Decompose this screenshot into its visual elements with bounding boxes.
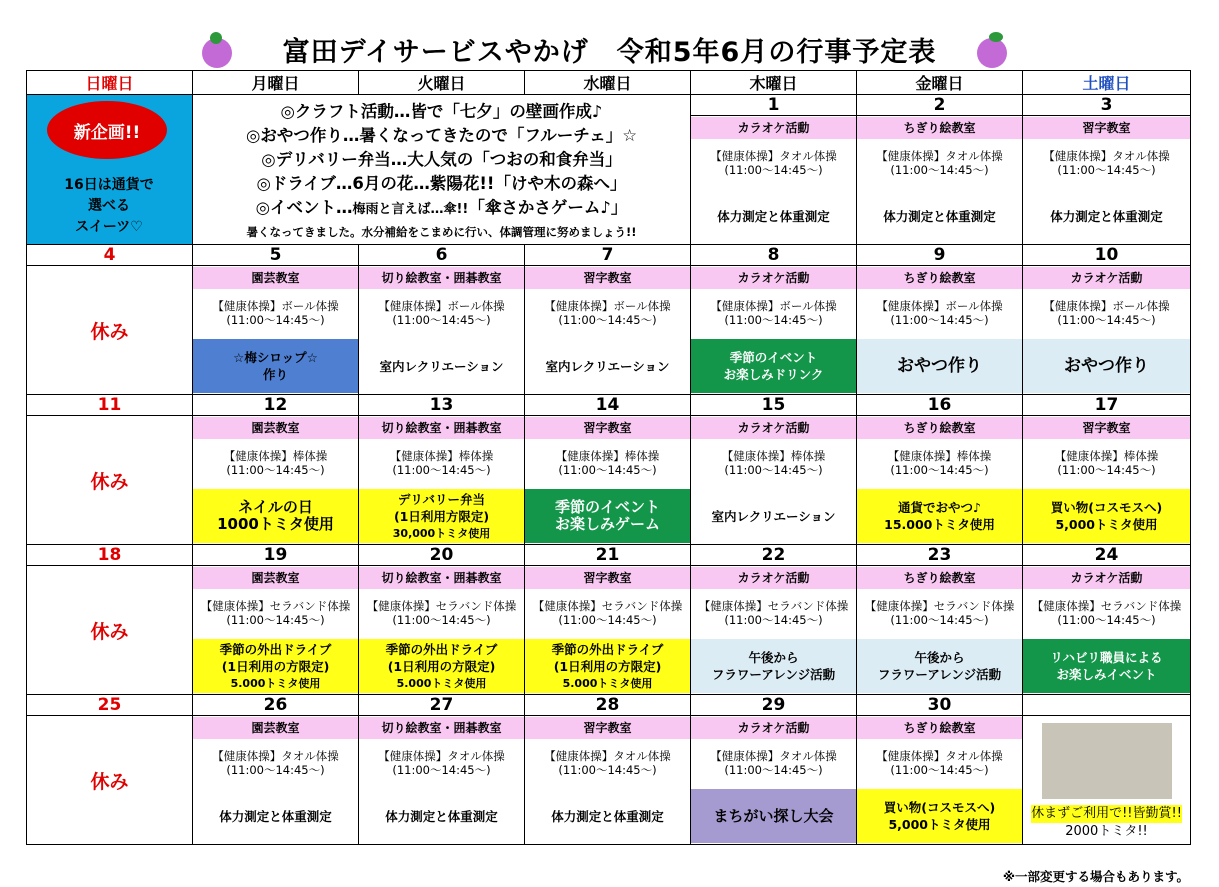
monthly-highlights bbox=[193, 95, 691, 245]
event-line: まちがい探し大会 bbox=[713, 806, 834, 825]
event-line: デリバリー弁当 bbox=[397, 491, 486, 507]
day-cell bbox=[193, 566, 359, 695]
event-label bbox=[691, 789, 856, 843]
exercise-name: 【健康体操】タオル体操 bbox=[710, 749, 837, 763]
event-label bbox=[525, 339, 690, 393]
day-cell bbox=[193, 716, 359, 845]
day-cell bbox=[1023, 416, 1191, 545]
day-cell bbox=[857, 416, 1023, 545]
exercise-time: (11:00～14:45～) bbox=[890, 613, 989, 627]
exercise-info bbox=[1023, 439, 1190, 489]
date-number: 25 bbox=[27, 695, 193, 716]
event-line: 季節のイベント bbox=[729, 350, 818, 365]
event-line: ☆梅シロップ☆ bbox=[233, 350, 318, 365]
event-label bbox=[359, 489, 524, 543]
day-cell bbox=[691, 716, 857, 845]
event-line: お楽しみゲーム bbox=[554, 515, 660, 533]
event-line: ネイルの日 bbox=[238, 498, 313, 516]
exercise-name: 【健康体操】タオル体操 bbox=[876, 149, 1003, 163]
date-number: 8 bbox=[691, 245, 857, 266]
exercise-info bbox=[1023, 139, 1190, 189]
week-row bbox=[27, 716, 1191, 845]
date-number: 27 bbox=[359, 695, 525, 716]
date-number bbox=[1023, 695, 1191, 716]
event-label bbox=[857, 789, 1022, 843]
page-title: 富田デイサービスやかげ 令和5年6月の行事予定表 bbox=[282, 37, 937, 68]
event-line: (1日利用の方限定) bbox=[387, 658, 496, 674]
event-line: お楽しみイベント bbox=[1056, 667, 1157, 682]
highlight-part: 梅雨と言えば…傘!! bbox=[352, 201, 469, 217]
day-cell bbox=[691, 116, 857, 245]
exercise-time: (11:00～14:45～) bbox=[724, 763, 823, 777]
date-number: 12 bbox=[193, 395, 359, 416]
weekday-sat: 土曜日 bbox=[1023, 71, 1191, 95]
exercise-time: (11:00～14:45～) bbox=[724, 613, 823, 627]
exercise-info bbox=[525, 439, 690, 489]
exercise-name: 【健康体操】ボール体操 bbox=[1043, 299, 1170, 313]
class-label: ちぎり絵教室 bbox=[857, 117, 1022, 139]
date-row bbox=[27, 95, 1191, 116]
date-number: 19 bbox=[193, 545, 359, 566]
class-label: 園芸教室 bbox=[193, 417, 358, 439]
date-number: 3 bbox=[1023, 95, 1191, 116]
exercise-time: (11:00～14:45～) bbox=[1057, 613, 1156, 627]
class-label: 習字教室 bbox=[525, 567, 690, 589]
day-cell bbox=[857, 566, 1023, 695]
exercise-name: 【健康体操】タオル体操 bbox=[378, 749, 505, 763]
exercise-info bbox=[857, 739, 1022, 789]
day-cell bbox=[1023, 116, 1191, 245]
event-label bbox=[525, 489, 690, 543]
event-label bbox=[193, 339, 358, 393]
date-number: 15 bbox=[691, 395, 857, 416]
event-line: 買い物(コスモスへ) bbox=[883, 800, 996, 815]
highlight-part: 「傘さかさゲーム♪」 bbox=[468, 197, 628, 217]
event-label bbox=[1023, 639, 1190, 693]
week-row bbox=[27, 566, 1191, 695]
exercise-info bbox=[359, 289, 524, 339]
date-number: 26 bbox=[193, 695, 359, 716]
date-number: 14 bbox=[525, 395, 691, 416]
week-row bbox=[27, 266, 1191, 395]
event-label bbox=[525, 639, 690, 693]
exercise-info bbox=[525, 289, 690, 339]
footnote: ※一部変更する場合もあります。 bbox=[1002, 869, 1189, 884]
event-label bbox=[193, 639, 358, 693]
event-line: (1日利用の方限定) bbox=[221, 658, 330, 674]
event-line: 体力測定と体重測定 bbox=[385, 808, 498, 824]
calendar-table bbox=[26, 70, 1191, 845]
exercise-time: (11:00～14:45～) bbox=[724, 313, 823, 327]
exercise-info bbox=[691, 739, 856, 789]
date-number: 17 bbox=[1023, 395, 1191, 416]
date-number: 2 bbox=[857, 95, 1023, 116]
date-number: 30 bbox=[857, 695, 1023, 716]
event-line: 15.000トミタ使用 bbox=[884, 517, 995, 532]
exercise-time: (11:00～14:45～) bbox=[392, 313, 491, 327]
attendance-prize bbox=[1023, 716, 1191, 845]
event-label bbox=[691, 339, 856, 393]
day-cell bbox=[857, 266, 1023, 395]
event-line: 5,000トミタ使用 bbox=[888, 817, 991, 832]
day-cell bbox=[857, 116, 1023, 245]
event-label bbox=[193, 489, 358, 543]
class-label: 切り絵教室・囲碁教室 bbox=[359, 417, 524, 439]
class-label: 園芸教室 bbox=[193, 567, 358, 589]
date-number: 29 bbox=[691, 695, 857, 716]
exercise-info bbox=[857, 589, 1022, 639]
event-line: 季節のイベント bbox=[554, 498, 660, 516]
event-line: 1000トミタ使用 bbox=[217, 515, 334, 533]
event-line: 室内レクリエーション bbox=[545, 358, 670, 374]
exercise-info bbox=[193, 289, 358, 339]
exercise-name: 【健康体操】タオル体操 bbox=[1043, 149, 1170, 163]
date-number: 18 bbox=[27, 545, 193, 566]
exercise-time: (11:00～14:45～) bbox=[558, 463, 657, 477]
exercise-name: 【健康体操】タオル体操 bbox=[876, 749, 1003, 763]
event-line: 体力測定と体重測定 bbox=[551, 808, 664, 824]
exercise-name: 【健康体操】ボール体操 bbox=[212, 299, 339, 313]
prize-text bbox=[1023, 805, 1190, 841]
event-line: 体力測定と体重測定 bbox=[219, 808, 332, 824]
date-number: 20 bbox=[359, 545, 525, 566]
event-line: 季節の外出ドライブ bbox=[385, 641, 498, 657]
hydrangea-icon bbox=[975, 30, 1015, 70]
exercise-name: 【健康体操】タオル体操 bbox=[544, 749, 671, 763]
class-label: 習字教室 bbox=[1023, 117, 1190, 139]
day-cell bbox=[359, 566, 525, 695]
event-line: 午後から bbox=[748, 650, 799, 665]
class-label: ちぎり絵教室 bbox=[857, 717, 1022, 739]
date-number: 28 bbox=[525, 695, 691, 716]
day-cell bbox=[193, 266, 359, 395]
date-number: 22 bbox=[691, 545, 857, 566]
exercise-info bbox=[525, 589, 690, 639]
closed-day: 休み bbox=[27, 266, 193, 395]
class-label: ちぎり絵教室 bbox=[857, 567, 1022, 589]
day-cell bbox=[857, 716, 1023, 845]
event-label bbox=[359, 789, 524, 843]
event-line: 季節の外出ドライブ bbox=[219, 641, 332, 657]
event-line: 通貨でおやつ♪ bbox=[898, 500, 981, 515]
exercise-time: (11:00～14:45～) bbox=[890, 463, 989, 477]
notice-line: 16日は通貨で bbox=[64, 177, 154, 193]
notice-text bbox=[27, 175, 191, 238]
weekday-header bbox=[27, 71, 1191, 95]
class-label: 切り絵教室・囲碁教室 bbox=[359, 567, 524, 589]
event-line: 体力測定と体重測定 bbox=[883, 208, 996, 224]
exercise-info bbox=[691, 289, 856, 339]
exercise-time: (11:00～14:45～) bbox=[558, 313, 657, 327]
event-line: (1日利用方限定) bbox=[393, 508, 490, 524]
date-number: 23 bbox=[857, 545, 1023, 566]
exercise-name: 【健康体操】棒体操 bbox=[389, 449, 494, 463]
class-label: カラオケ活動 bbox=[1023, 567, 1190, 589]
event-line: 30,000トミタ使用 bbox=[392, 526, 491, 540]
exercise-info bbox=[193, 739, 358, 789]
exercise-name: 【健康体操】棒体操 bbox=[887, 449, 992, 463]
event-label bbox=[857, 339, 1022, 393]
exercise-time: (11:00～14:45～) bbox=[226, 613, 325, 627]
exercise-info bbox=[525, 739, 690, 789]
date-number: 10 bbox=[1023, 245, 1191, 266]
day-cell bbox=[691, 566, 857, 695]
exercise-time: (11:00～14:45～) bbox=[392, 613, 491, 627]
exercise-info bbox=[193, 439, 358, 489]
event-line: 体力測定と体重測定 bbox=[1050, 208, 1163, 224]
event-line: フラワーアレンジ活動 bbox=[877, 667, 1002, 682]
highlight-line: ◎クラフト活動…皆で「七夕」の壁画作成♪ bbox=[280, 101, 603, 121]
exercise-time: (11:00～14:45～) bbox=[1057, 313, 1156, 327]
day-cell bbox=[1023, 566, 1191, 695]
date-number: 1 bbox=[691, 95, 857, 116]
date-number: 4 bbox=[27, 245, 193, 266]
class-label: ちぎり絵教室 bbox=[857, 417, 1022, 439]
exercise-name: 【健康体操】セラバンド体操 bbox=[864, 599, 1015, 613]
highlight-part: ◎イベント… bbox=[255, 197, 353, 217]
exercise-time: (11:00～14:45～) bbox=[724, 463, 823, 477]
exercise-name: 【健康体操】棒体操 bbox=[223, 449, 328, 463]
exercise-info bbox=[359, 739, 524, 789]
event-label bbox=[857, 489, 1022, 543]
event-line: 5.000トミタ使用 bbox=[396, 676, 487, 690]
prize-voucher-image bbox=[1042, 723, 1172, 799]
event-line: お楽しみドリンク bbox=[723, 367, 824, 382]
event-label bbox=[1023, 489, 1190, 543]
exercise-name: 【健康体操】ボール体操 bbox=[710, 299, 837, 313]
weekday-thu: 木曜日 bbox=[691, 71, 857, 95]
event-line: (1日利用の方限定) bbox=[553, 658, 662, 674]
exercise-info bbox=[359, 439, 524, 489]
event-label bbox=[1023, 339, 1190, 393]
exercise-time: (11:00～14:45～) bbox=[558, 763, 657, 777]
prize-line: 休まずご利用で!! bbox=[1031, 806, 1133, 821]
day-cell bbox=[1023, 266, 1191, 395]
class-label: 切り絵教室・囲碁教室 bbox=[359, 267, 524, 289]
event-line: 5.000トミタ使用 bbox=[562, 676, 653, 690]
event-line: 午後から bbox=[914, 650, 965, 665]
date-number: 6 bbox=[359, 245, 525, 266]
exercise-info bbox=[857, 439, 1022, 489]
day-cell bbox=[359, 266, 525, 395]
exercise-time: (11:00～14:45～) bbox=[890, 763, 989, 777]
event-line: フラワーアレンジ活動 bbox=[711, 667, 836, 682]
class-label: 習字教室 bbox=[1023, 417, 1190, 439]
class-label: 切り絵教室・囲碁教室 bbox=[359, 717, 524, 739]
event-line: リハビリ職員による bbox=[1050, 650, 1163, 665]
event-label bbox=[525, 789, 690, 843]
date-row bbox=[27, 545, 1191, 566]
event-line: 作り bbox=[262, 367, 288, 382]
class-label: 園芸教室 bbox=[193, 717, 358, 739]
class-label: 習字教室 bbox=[525, 267, 690, 289]
day-cell bbox=[525, 716, 691, 845]
event-label bbox=[691, 189, 856, 243]
exercise-name: 【健康体操】棒体操 bbox=[555, 449, 660, 463]
exercise-name: 【健康体操】タオル体操 bbox=[212, 749, 339, 763]
week-row bbox=[27, 416, 1191, 545]
date-number: 9 bbox=[857, 245, 1023, 266]
exercise-info bbox=[359, 589, 524, 639]
exercise-name: 【健康体操】棒体操 bbox=[721, 449, 826, 463]
event-line: おやつ作り bbox=[897, 355, 982, 376]
exercise-time: (11:00～14:45～) bbox=[1057, 163, 1156, 177]
day-cell bbox=[525, 566, 691, 695]
closed-day: 休み bbox=[27, 566, 193, 695]
event-label bbox=[857, 639, 1022, 693]
event-line: 体力測定と体重測定 bbox=[717, 208, 830, 224]
date-number: 24 bbox=[1023, 545, 1191, 566]
class-label: 園芸教室 bbox=[193, 267, 358, 289]
class-label: カラオケ活動 bbox=[691, 267, 856, 289]
exercise-time: (11:00～14:45～) bbox=[558, 613, 657, 627]
event-label bbox=[1023, 189, 1190, 243]
new-plan-badge: 新企画!! bbox=[47, 101, 167, 159]
date-number: 11 bbox=[27, 395, 193, 416]
date-number: 5 bbox=[193, 245, 359, 266]
exercise-name: 【健康体操】ボール体操 bbox=[876, 299, 1003, 313]
exercise-name: 【健康体操】セラバンド体操 bbox=[200, 599, 351, 613]
exercise-name: 【健康体操】ボール体操 bbox=[544, 299, 671, 313]
date-number: 13 bbox=[359, 395, 525, 416]
exercise-name: 【健康体操】セラバンド体操 bbox=[366, 599, 517, 613]
class-label: 習字教室 bbox=[525, 417, 690, 439]
day-cell bbox=[525, 266, 691, 395]
exercise-name: 【健康体操】棒体操 bbox=[1054, 449, 1159, 463]
class-label: カラオケ活動 bbox=[691, 117, 856, 139]
event-label bbox=[359, 639, 524, 693]
exercise-time: (11:00～14:45～) bbox=[890, 313, 989, 327]
exercise-info bbox=[691, 439, 856, 489]
class-label: カラオケ活動 bbox=[691, 417, 856, 439]
day-cell bbox=[691, 266, 857, 395]
event-label bbox=[193, 789, 358, 843]
day-cell bbox=[193, 416, 359, 545]
exercise-time: (11:00～14:45～) bbox=[724, 163, 823, 177]
exercise-time: (11:00～14:45～) bbox=[226, 313, 325, 327]
day-cell bbox=[691, 416, 857, 545]
exercise-time: (11:00～14:45～) bbox=[226, 763, 325, 777]
highlight-line: ◎デリバリー弁当…大人気の「つおの和食弁当」 bbox=[261, 149, 622, 169]
weekday-wed: 水曜日 bbox=[525, 71, 691, 95]
exercise-info bbox=[193, 589, 358, 639]
date-row bbox=[27, 245, 1191, 266]
event-line: 室内レクリエーション bbox=[379, 358, 504, 374]
weekday-tue: 火曜日 bbox=[359, 71, 525, 95]
weekday-fri: 金曜日 bbox=[857, 71, 1023, 95]
hydrangea-icon bbox=[200, 30, 240, 70]
exercise-info bbox=[691, 589, 856, 639]
class-label: 習字教室 bbox=[525, 717, 690, 739]
day-cell bbox=[525, 416, 691, 545]
date-number: 7 bbox=[525, 245, 691, 266]
class-label: カラオケ活動 bbox=[691, 717, 856, 739]
date-number: 16 bbox=[857, 395, 1023, 416]
date-row bbox=[27, 395, 1191, 416]
exercise-name: 【健康体操】セラバンド体操 bbox=[1031, 599, 1182, 613]
highlight-line: ◎ドライブ…6月の花…紫陽花!!「けや木の森へ」 bbox=[256, 173, 627, 193]
date-number: 21 bbox=[525, 545, 691, 566]
event-label bbox=[691, 489, 856, 543]
exercise-info bbox=[1023, 589, 1190, 639]
class-label: ちぎり絵教室 bbox=[857, 267, 1022, 289]
day-cell bbox=[359, 416, 525, 545]
event-label bbox=[359, 339, 524, 393]
highlight-line bbox=[193, 196, 690, 222]
prize-line: 皆勤賞!! bbox=[1132, 806, 1182, 821]
event-line: おやつ作り bbox=[1064, 355, 1149, 376]
exercise-name: 【健康体操】ボール体操 bbox=[378, 299, 505, 313]
event-line: 室内レクリエーション bbox=[711, 508, 836, 524]
exercise-time: (11:00～14:45～) bbox=[890, 163, 989, 177]
exercise-info bbox=[691, 139, 856, 189]
event-label bbox=[857, 189, 1022, 243]
weekday-sun: 日曜日 bbox=[27, 71, 193, 95]
exercise-time: (11:00～14:45～) bbox=[226, 463, 325, 477]
exercise-name: 【健康体操】タオル体操 bbox=[710, 149, 837, 163]
notice-panel bbox=[27, 95, 193, 245]
date-row bbox=[27, 695, 1191, 716]
class-label: カラオケ活動 bbox=[1023, 267, 1190, 289]
closed-day: 休み bbox=[27, 716, 193, 845]
exercise-name: 【健康体操】セラバンド体操 bbox=[532, 599, 683, 613]
event-label bbox=[691, 639, 856, 693]
exercise-time: (11:00～14:45～) bbox=[392, 463, 491, 477]
health-reminder: 暑くなってきました。水分補給をこまめに行い、体調管理に努めましょう!! bbox=[246, 224, 637, 239]
exercise-info bbox=[1023, 289, 1190, 339]
exercise-name: 【健康体操】セラバンド体操 bbox=[698, 599, 849, 613]
exercise-info bbox=[857, 139, 1022, 189]
highlight-line: ◎おやつ作り…暑くなってきたので「フルーチェ」☆ bbox=[245, 125, 638, 145]
day-cell bbox=[359, 716, 525, 845]
notice-line: 選べる bbox=[88, 198, 130, 214]
event-line: 買い物(コスモスへ) bbox=[1050, 500, 1163, 515]
exercise-time: (11:00～14:45～) bbox=[392, 763, 491, 777]
event-line: 5,000トミタ使用 bbox=[1055, 517, 1158, 532]
notice-line: スイーツ♡ bbox=[75, 219, 143, 235]
closed-day: 休み bbox=[27, 416, 193, 545]
class-label: カラオケ活動 bbox=[691, 567, 856, 589]
exercise-time: (11:00～14:45～) bbox=[1057, 463, 1156, 477]
event-line: 5.000トミタ使用 bbox=[230, 676, 321, 690]
weekday-mon: 月曜日 bbox=[193, 71, 359, 95]
event-line: 季節の外出ドライブ bbox=[551, 641, 664, 657]
prize-line: 2000トミタ!! bbox=[1065, 824, 1148, 839]
exercise-info bbox=[857, 289, 1022, 339]
